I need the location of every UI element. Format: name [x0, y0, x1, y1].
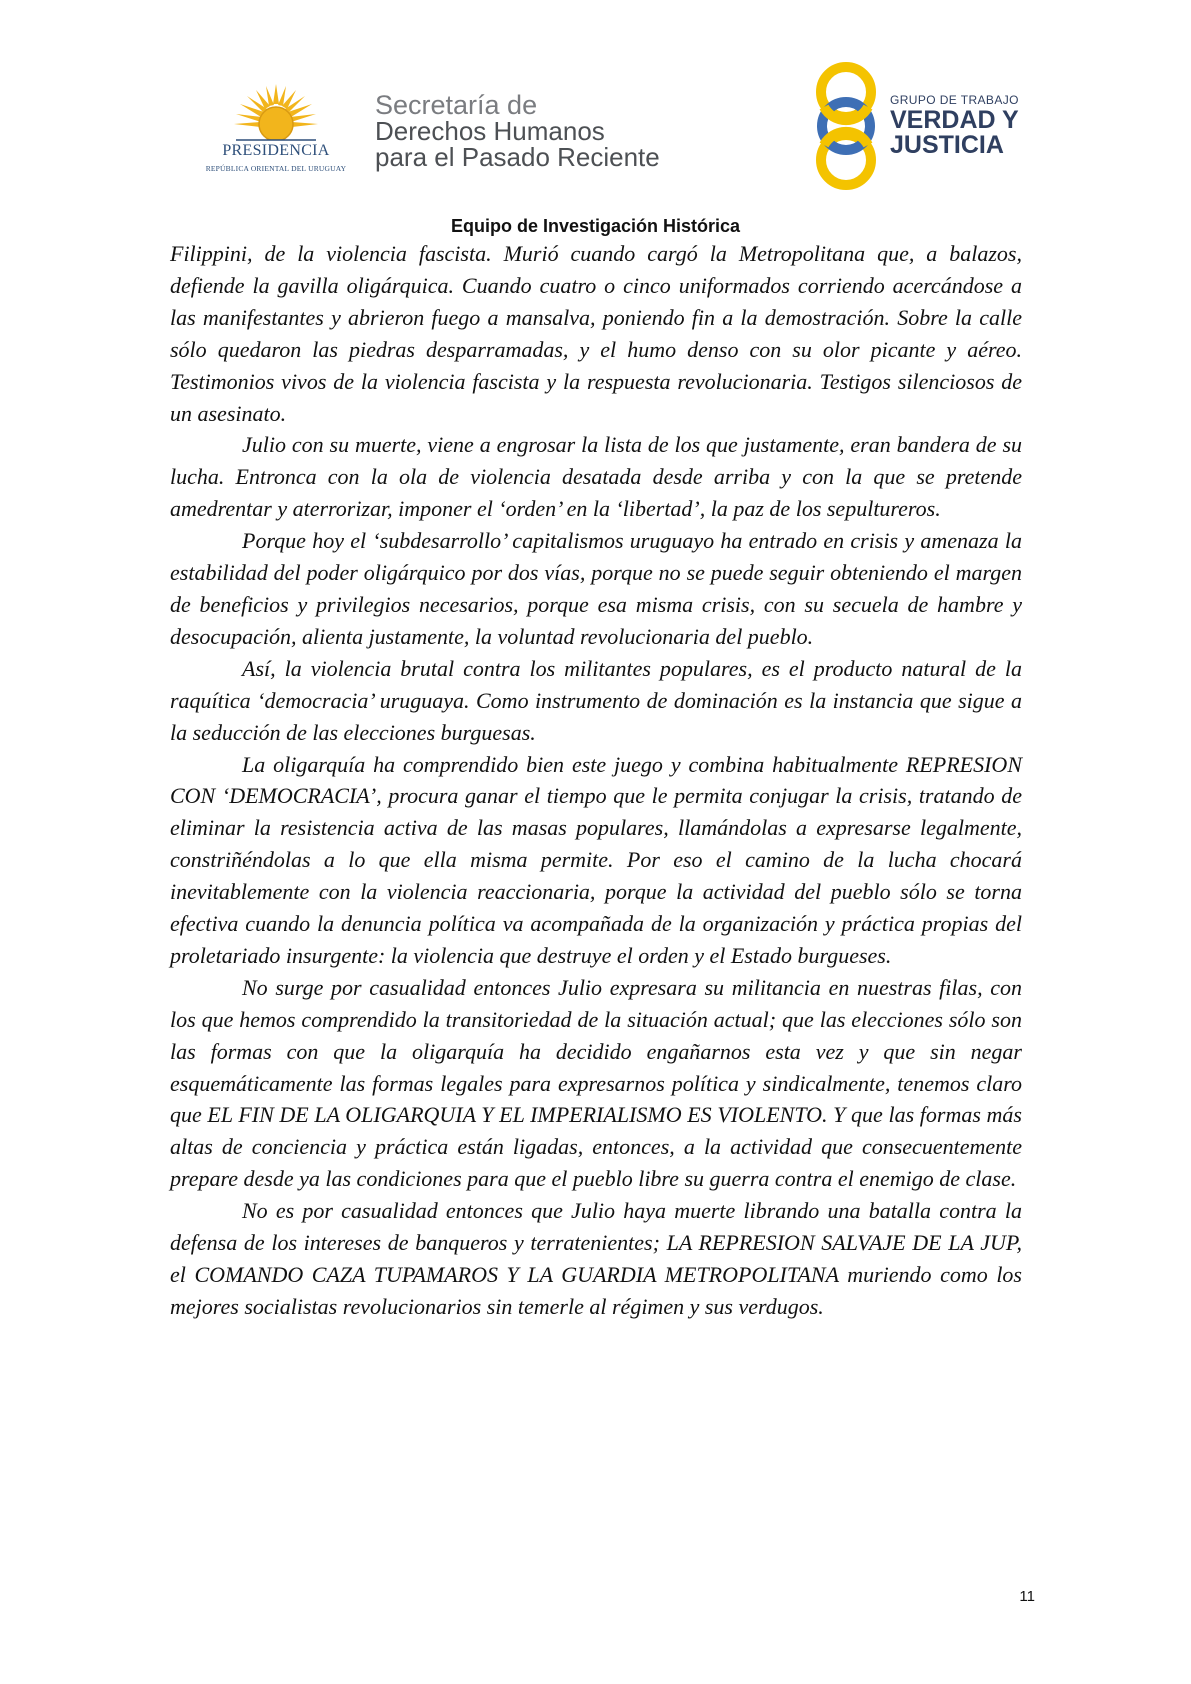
secretaria-line-3: para el Pasado Reciente — [375, 142, 660, 172]
paragraph: Así, la violencia brutal contra los militantes populares, es el producto natural de la raquítica ‘democracia’ uruguaya. Como instrumento de dominación es la instancia que sigue a la seducción de las elecciones burguesas. — [170, 655, 1022, 745]
presidencia-name: PRESIDENCIA — [222, 142, 330, 159]
paragraph: Porque hoy el ‘subdesarrollo’ capitalismos uruguayo ha entrado en crisis y amenaza la estabilidad del poder oligárquico por dos vías, porque no se puede seguir obteniendo el margen de beneficios y privilegios necesarios, porque esa misma crisis, con su secuela de hambre y desocupación, alienta justamente, la voluntad revolucionaria del pueblo. — [170, 528, 1022, 649]
secretaria-title — [375, 92, 660, 170]
secretaria-line-2: Derechos Humanos — [375, 116, 605, 146]
secretaria-line-1: Secretaría de — [375, 90, 538, 120]
presidencia-logo — [196, 82, 356, 182]
body-text — [170, 238, 1022, 1323]
grupo-line-3: JUSTICIA — [890, 131, 1004, 159]
interlinked-rings-icon — [810, 62, 890, 190]
paragraph: Filippini, de la violencia fascista. Murió cuando cargó la Metropolitana que, a balazos, defiende la gavilla oligárquica. Cuando cuatro o cinco uniformados corriendo acercándose a las manifestantes y abrieron fuego a mansalva, poniendo fin a la demostración. Sobre la calle sólo quedaron las piedras desparramadas, y el humo denso con su olor picante y aéreo. Testimonios vivos de la violencia fascista y la respuesta revolucionaria. Testigos silenciosos de un asesinato. — [170, 241, 1022, 426]
verdad-justicia-logo — [810, 62, 1020, 190]
page-number: 11 — [1019, 1588, 1035, 1605]
paragraph: No es por casualidad entonces que Julio haya muerte librando una batalla contra la defensa de los intereses de banqueros y terratenientes; LA REPRESION SALVAJE DE LA JUP, el COMANDO CAZA TUPAMAROS Y LA GUARDIA METROPOLITANA muriendo como los mejores socialistas revolucionarios sin temerle al régimen y sus verdugos. — [170, 1198, 1022, 1319]
grupo-line-1: GRUPO DE TRABAJO — [890, 93, 1019, 107]
paragraph: No surge por casualidad entonces Julio expresara su militancia en nuestras filas, con los que hemos comprendido la transitoriedad de la situación actual; que las elecciones sólo son las formas con que la oligarquía ha decidido engañarnos esta vez y que sin negar esquemáticamente las formas legales para expresarnos política y sindicalmente, tenemos claro que EL FIN DE LA OLIGARQUIA Y EL IMPERIALISMO ES VIOLENTO. Y que las formas más altas de conciencia y práctica están ligadas, entonces, a la actividad que consecuentemente prepare desde ya las condiciones para que el pueblo libre su guerra contra el enemigo de clase. — [170, 974, 1022, 1192]
paragraph: Julio con su muerte, viene a engrosar la lista de los que justamente, eran bandera de su lucha. Entronca con la ola de violencia desatada desde arriba y con la que se pretende amedrentar y aterrorizar, imponer el ‘orden’ en la ‘libertad’, la paz de los sepultureros. — [170, 432, 1022, 522]
paragraph: La oligarquía ha comprendido bien este juego y combina habitualmente REPRESION CON ‘DEMOCRACIA’, procura ganar el tiempo que le permita conjugar la crisis, tratando de eliminar la resistencia activa de las masas populares, llamándolas a expresarse legalmente, constriñéndolas a lo que ella misma permite. Por eso el camino de la lucha chocará inevitablemente con la violencia reaccionaria, porque la actividad del pueblo sólo se torna efectiva cuando la denuncia política va acompañada de la organización y práctica propias del proletariado insurgente: la violencia que destruye el orden y el Estado burgueses. — [170, 751, 1022, 968]
presidencia-subtitle: REPÚBLICA ORIENTAL DEL URUGUAY — [205, 164, 347, 173]
team-title: Equipo de Investigación Histórica — [450, 216, 741, 236]
grupo-line-2: VERDAD Y — [890, 106, 1019, 134]
sun-emblem-icon — [234, 82, 318, 144]
